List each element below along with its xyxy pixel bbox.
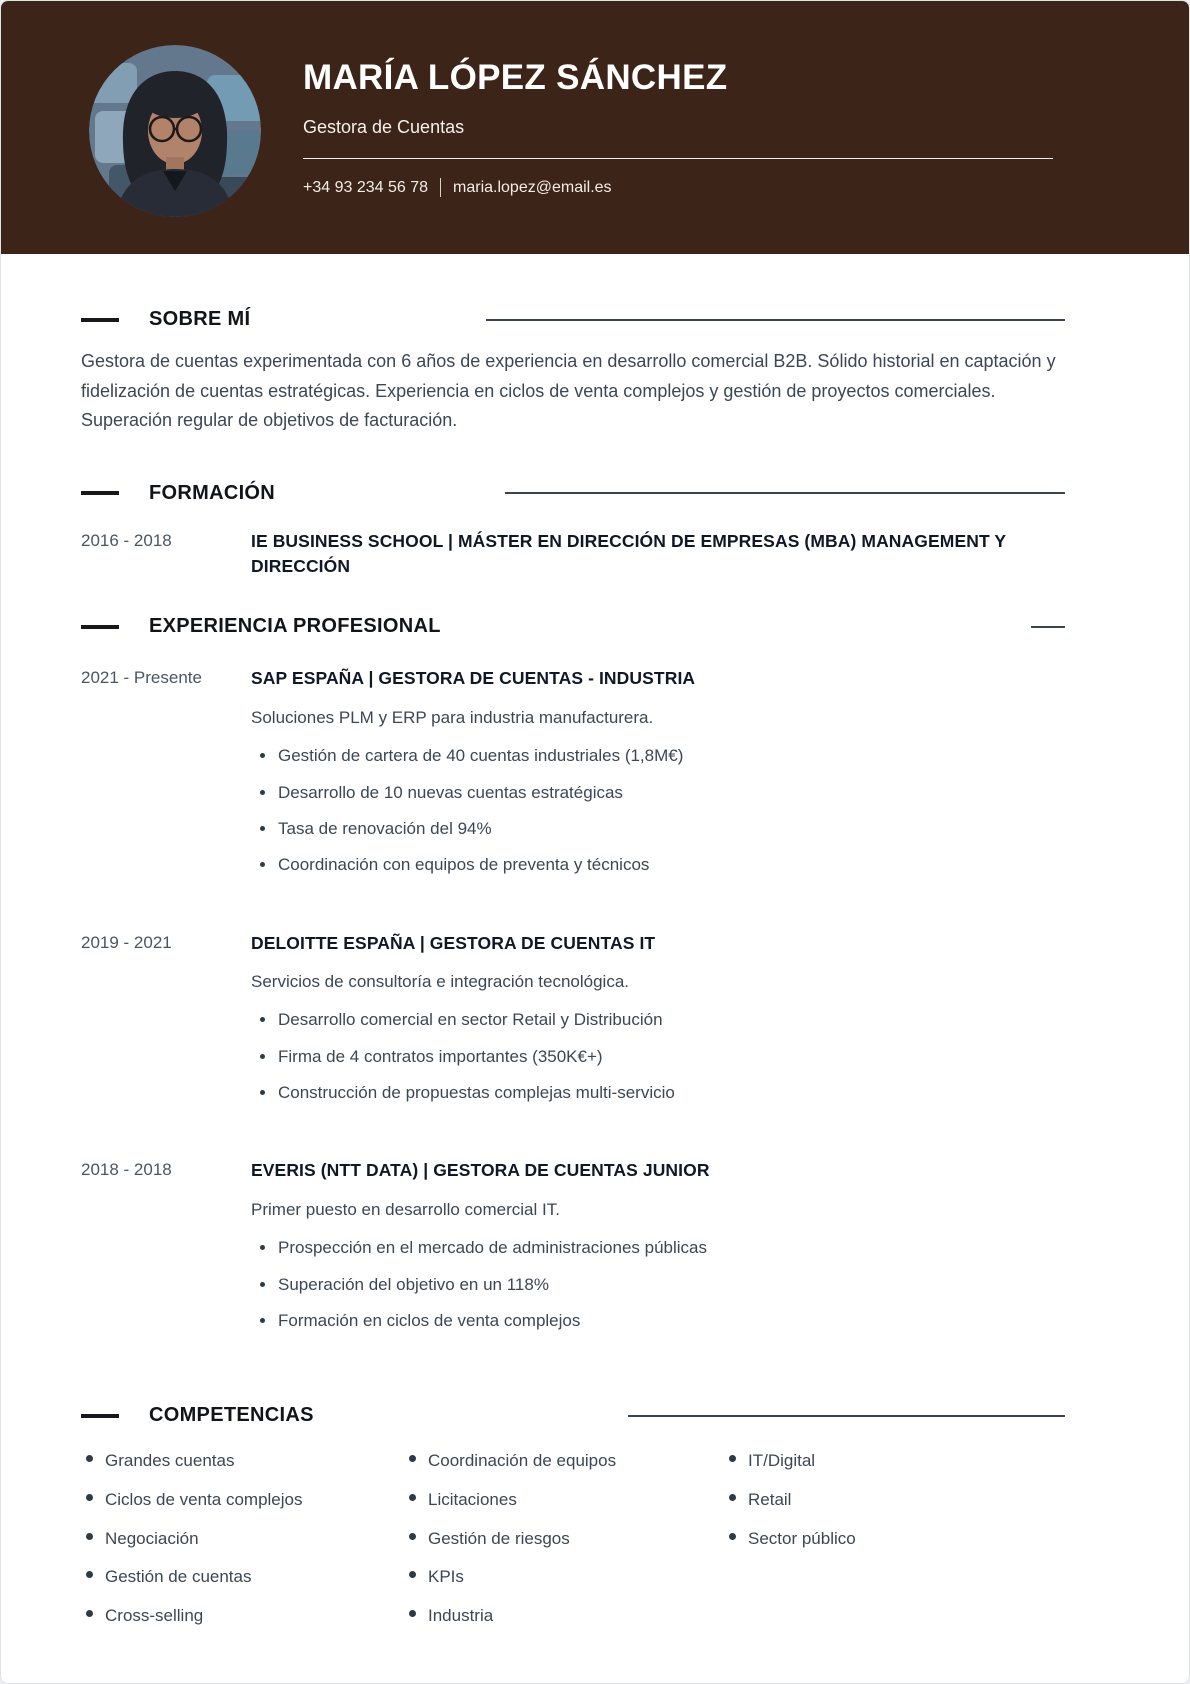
section-heading-about: [81, 308, 1065, 331]
job-details: [251, 666, 1089, 888]
bullet-dot-icon: [260, 826, 265, 831]
skill-label: Retail: [748, 1490, 792, 1509]
portrait-illustration: [89, 45, 261, 217]
bullet-dot-icon: [260, 1017, 265, 1022]
heading-rule: [628, 1415, 1065, 1417]
job-description: Servicios de consultoría e integración tecnológica.: [251, 971, 629, 991]
person-job-title: Gestora de Cuentas: [303, 117, 465, 137]
skill-label: Sector público: [748, 1528, 856, 1548]
section-title-education: FORMACIÓN: [149, 481, 276, 504]
education-title: IE BUSINESS SCHOOL | MÁSTER EN DIRECCIÓN DE EMPRESAS (MBA) MANAGEMENT Y DIRECCIÓN: [251, 530, 1006, 576]
skill-label: Gestión de cuentas: [105, 1567, 252, 1587]
skill-label: Gestión de riesgos: [428, 1528, 570, 1548]
skills-column-1: [81, 1449, 404, 1642]
bullet-item: [251, 780, 1089, 806]
email-address[interactable]: maria.lopez@email.es: [453, 178, 612, 196]
bullet-text: Firma de 4 contratos importantes (350K€+): [278, 1046, 603, 1066]
skill-label: Cross-selling: [105, 1605, 204, 1625]
job-details: [251, 1158, 1089, 1344]
skill-dot-icon: [86, 1571, 93, 1578]
contact-separator: [440, 178, 441, 197]
skill-label: KPIs: [428, 1567, 464, 1587]
bullet-dot-icon: [260, 1245, 265, 1250]
skill-dot-icon: [86, 1494, 93, 1501]
skill-item: [409, 1527, 724, 1552]
skill-dot-icon: [409, 1494, 416, 1501]
skill-item: [409, 1565, 724, 1590]
bullet-text: Coordinación con equipos de preventa y técnicos: [278, 855, 650, 875]
skill-item: [86, 1449, 404, 1474]
bullet-dot-icon: [260, 1054, 265, 1059]
bullet-dot-icon: [260, 1090, 265, 1095]
section-heading-skills: [81, 1404, 1065, 1427]
bullet-item: [251, 1272, 1089, 1298]
job-dates: 2019 - 2021: [81, 932, 172, 952]
bullet-dot-icon: [260, 790, 265, 795]
skill-dot-icon: [86, 1455, 93, 1462]
bullet-dot-icon: [260, 1282, 265, 1287]
job-details: [251, 931, 1089, 1117]
experience-entry-everis: [81, 1158, 1089, 1344]
skill-dot-icon: [409, 1455, 416, 1462]
job-description: Primer puesto en desarrollo comercial IT.: [251, 1199, 560, 1219]
section-title-experience: EXPERIENCIA PROFESIONAL: [149, 615, 441, 638]
skill-item: [86, 1488, 404, 1513]
skill-label: Negociación: [105, 1528, 199, 1548]
section-title-skills: COMPETENCIAS: [149, 1404, 314, 1427]
job-bullet-list: [251, 1007, 1089, 1106]
bullet-dot-icon: [260, 1318, 265, 1323]
experience-entry-deloitte: [81, 931, 1089, 1117]
job-bullet-list: [251, 743, 1089, 878]
heading-spacer: [314, 1415, 628, 1416]
skill-label: Licitaciones: [428, 1490, 517, 1509]
job-dates: 2018 - 2018: [81, 1160, 172, 1180]
heading-rule: [486, 319, 1065, 321]
cv-body: [1, 308, 1189, 1643]
header-divider: [303, 158, 1053, 159]
bullet-item: [251, 1235, 1089, 1261]
skill-label: Coordinación de equipos: [428, 1451, 617, 1471]
job-dates: 2021 - Presente: [81, 668, 202, 688]
skill-item: [409, 1604, 724, 1629]
bullet-item: [251, 1044, 1089, 1070]
section-heading-education: [81, 482, 1065, 505]
skill-dot-icon: [729, 1533, 736, 1540]
job-description: Soluciones PLM y ERP para industria manufacturera.: [251, 707, 654, 727]
skills-grid: [81, 1449, 1089, 1642]
skill-item: [729, 1449, 856, 1474]
heading-rule: [505, 492, 1065, 494]
heading-dash-icon: [81, 1414, 119, 1418]
skills-column-3: [724, 1449, 856, 1642]
skill-dot-icon: [409, 1610, 416, 1617]
skill-dot-icon: [409, 1533, 416, 1540]
job-bullet-list: [251, 1235, 1089, 1334]
bullet-text: Desarrollo de 10 nuevas cuentas estratégicas: [278, 782, 623, 802]
header: [1, 1, 1189, 254]
bullet-item: [251, 852, 1089, 878]
section-title-about: SOBRE MÍ: [149, 308, 251, 330]
skill-label: Grandes cuentas: [105, 1451, 235, 1471]
job-title: SAP ESPAÑA | GESTORA DE CUENTAS - INDUSTRIA: [251, 668, 696, 689]
bullet-text: Formación en ciclos de venta complejos: [278, 1311, 581, 1331]
contact-info: [303, 178, 612, 197]
bullet-item: [251, 1007, 1089, 1033]
bullet-text: Desarrollo comercial en sector Retail y Distribución: [278, 1010, 663, 1030]
about-paragraph: Gestora de cuentas experimentada con 6 años de experiencia en desarrollo comercial B2B. Sólido historial en captación y fidelización de cuentas estratégicas. Experiencia en ciclos de venta complejos y gestión de proyectos comerciales. Superación regular de objetivos de facturación.: [81, 351, 1056, 431]
skill-label: IT/Digital: [748, 1451, 816, 1471]
skills-column-2: [404, 1449, 724, 1642]
education-details: [251, 529, 1089, 580]
section-heading-experience: [81, 615, 1065, 638]
skill-dot-icon: [409, 1571, 416, 1578]
education-entry: [81, 529, 1089, 580]
person-name: MARÍA LÓPEZ SÁNCHEZ: [303, 58, 728, 97]
skill-item: [409, 1449, 724, 1474]
skill-item: [729, 1527, 856, 1552]
skill-item: [86, 1565, 404, 1590]
bullet-item: [251, 1080, 1089, 1106]
heading-spacer: [441, 626, 1031, 627]
heading-spacer: [275, 493, 505, 494]
skill-dot-icon: [86, 1610, 93, 1617]
skill-item: [86, 1527, 404, 1552]
skill-dot-icon: [86, 1533, 93, 1540]
job-title: DELOITTE ESPAÑA | GESTORA DE CUENTAS IT: [251, 932, 656, 953]
phone-number: +34 93 234 56 78: [303, 178, 429, 196]
bullet-item: [251, 816, 1089, 842]
education-dates: 2016 - 2018: [81, 530, 172, 550]
experience-entry-sap: [81, 666, 1089, 888]
bullet-text: Superación del objetivo en un 118%: [278, 1274, 549, 1294]
bullet-text: Gestión de cartera de 40 cuentas industriales (1,8M€): [278, 746, 684, 766]
bullet-dot-icon: [260, 862, 265, 867]
skill-dot-icon: [729, 1455, 736, 1462]
skill-item: [86, 1604, 404, 1629]
job-title: EVERIS (NTT DATA) | GESTORA DE CUENTAS JUNIOR: [251, 1160, 710, 1181]
skill-dot-icon: [729, 1494, 736, 1501]
heading-rule: [1031, 626, 1065, 628]
bullet-dot-icon: [260, 753, 265, 758]
skill-label: Ciclos de venta complejos: [105, 1490, 303, 1509]
skill-label: Industria: [428, 1605, 494, 1625]
bullet-text: Tasa de renovación del 94%: [278, 818, 492, 838]
bullet-item: [251, 743, 1089, 769]
heading-dash-icon: [81, 491, 119, 495]
bullet-text: Construcción de propuestas complejas multi-servicio: [278, 1083, 675, 1103]
skill-item: [729, 1488, 856, 1513]
profile-photo: [89, 45, 261, 217]
skill-item: [409, 1488, 724, 1513]
bullet-item: [251, 1308, 1089, 1334]
bullet-text: Prospección en el mercado de administraciones públicas: [278, 1238, 708, 1258]
heading-dash-icon: [81, 625, 119, 629]
heading-dash-icon: [81, 318, 119, 322]
heading-spacer: [250, 319, 486, 320]
